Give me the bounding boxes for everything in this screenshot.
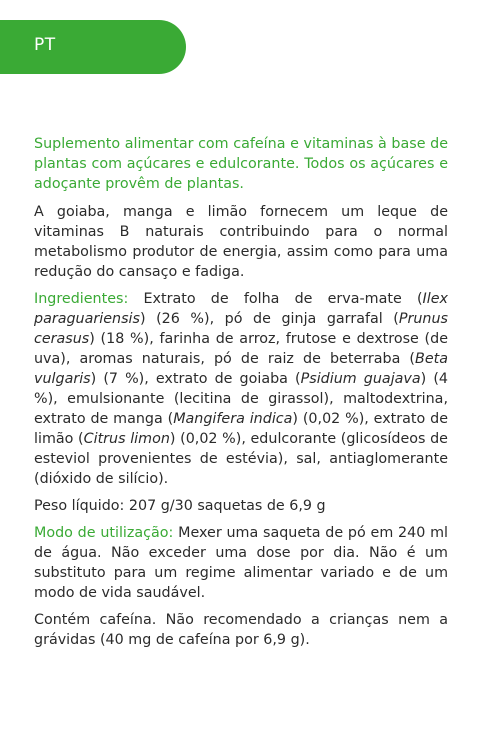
usage-text: Mexer uma saqueta de pó em 240 ml de água. Não exceder uma dose por dia. Não é um substituto para um regime alimentar variado e de um modo de vida saudável.: [34, 525, 448, 601]
ingredient-part: ) (0,02 %), extrato de limão (: [34, 411, 448, 447]
ingredient-part: ) (26 %), pó de ginja garrafal (: [139, 311, 399, 327]
usage-paragraph: [34, 523, 448, 603]
net-weight: Peso líquido: 207 g/30 saquetas de 6,9 g: [34, 498, 326, 514]
product-description: Suplemento alimentar com cafeína e vitaminas à base de plantas com açúcares e edulcorante. Todos os açúcares e adoçante provêm de plantas.: [34, 136, 448, 192]
ingredients-paragraph: [34, 289, 448, 489]
ingredient-latin-name: Beta vulgaris: [34, 351, 448, 387]
ingredient-part: ) (7 %), extrato de goiaba (: [90, 371, 301, 387]
ingredient-part: ) (18 %), farinha de arroz, frutose e dextrose (de uva), aromas naturais, pó de raiz de beterraba (: [34, 331, 448, 367]
ingredient-latin-name: Ilex paraguariensis: [34, 291, 448, 327]
ingredient-part: ) (0,02 %), edulcorante (glicosídeos de esteviol provenientes de estévia), sal, antiaglomerante (dióxido de silício).: [34, 431, 448, 487]
ingredient-latin-name: Prunus cerasus: [34, 311, 448, 347]
ingredients-label: Ingredientes:: [34, 291, 129, 307]
ingredient-latin-name: Citrus limon: [83, 431, 170, 447]
caffeine-warning: Contém cafeína. Não recomendado a crianças nem a grávidas (40 mg de cafeína por 6,9 g).: [34, 612, 448, 648]
ingredient-part: ) (4 %), emulsionante (lecitina de girassol), maltodextrina, extrato de manga (: [34, 371, 449, 427]
ingredient-part: Extrato de folha de erva-mate (: [128, 291, 423, 307]
usage-label: Modo de utilização:: [34, 525, 174, 541]
language-tab: [0, 20, 186, 74]
health-claim: A goiaba, manga e limão fornecem um leque de vitaminas B naturais contribuindo para o normal metabolismo produtor de energia, assim como para uma redução do cansaço e fadiga.: [34, 204, 448, 280]
language-tab-label: PT: [34, 35, 56, 55]
label-text-block: [34, 134, 448, 657]
ingredient-latin-name: Mangifera indica: [173, 411, 293, 427]
ingredient-latin-name: Psidium guajava: [300, 371, 421, 387]
